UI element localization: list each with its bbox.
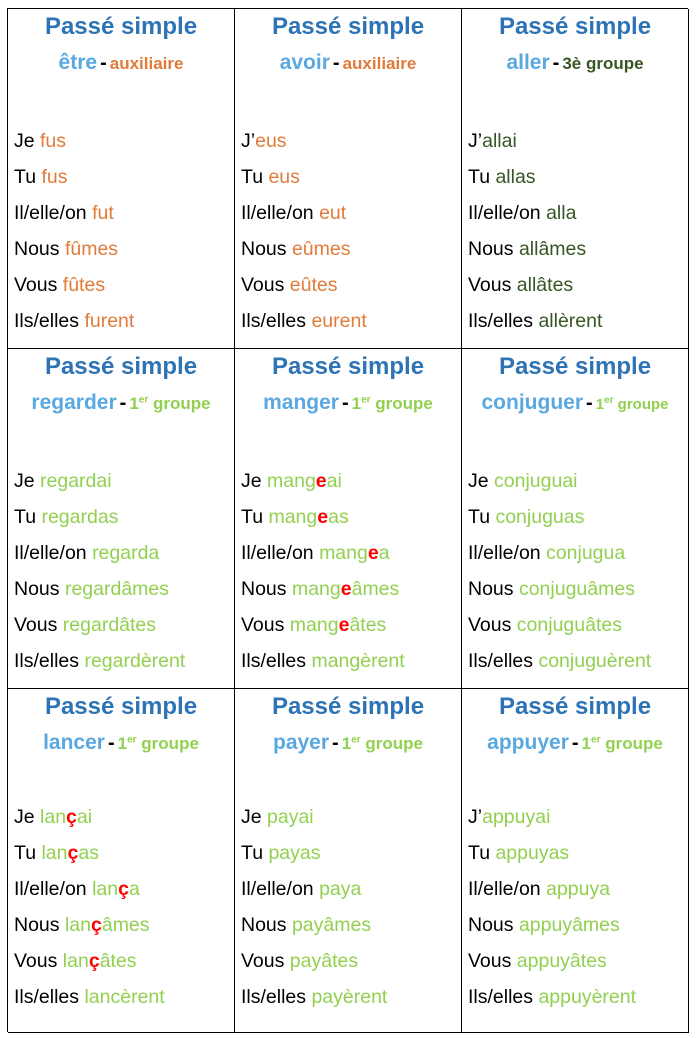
conjugation-row: Nous conjuguâmes bbox=[468, 578, 635, 600]
card-title: Passé simple bbox=[498, 353, 652, 380]
verb-ending: conjuguâtes bbox=[516, 614, 622, 636]
conjugation-row: Il/elle/on lança bbox=[14, 878, 140, 900]
card-manger bbox=[235, 349, 462, 689]
verb-ending: appuyas bbox=[495, 842, 570, 864]
verb-group: auxiliaire bbox=[109, 54, 184, 73]
highlight-letter: ç bbox=[67, 842, 79, 864]
card-subtitle: regarder - 1er groupe bbox=[31, 391, 211, 414]
conjugation-row: Nous regardâmes bbox=[14, 578, 170, 600]
conjugation-row: Il/elle/on regarda bbox=[14, 542, 160, 564]
card-subtitle: être - auxiliaire bbox=[58, 51, 184, 74]
verb-ending: payas bbox=[268, 842, 321, 864]
conjugation-row: Il/elle/on appuya bbox=[468, 878, 611, 900]
verb-stem: mang bbox=[291, 578, 341, 600]
verb-stem: lan bbox=[40, 806, 67, 828]
card-subtitle: lancer - 1er groupe bbox=[43, 731, 199, 754]
card-title: Passé simple bbox=[44, 693, 198, 720]
conjugation-list bbox=[468, 803, 636, 1019]
verb-ending: âtes bbox=[349, 614, 387, 636]
conjugation-row: Il/elle/on alla bbox=[468, 202, 577, 224]
verb-name: manger bbox=[263, 391, 339, 414]
verb-ending: conjuguas bbox=[495, 506, 585, 528]
conjugation-row: Ils/elles mangèrent bbox=[241, 650, 405, 672]
conjugation-row: Nous mangeâmes bbox=[241, 578, 400, 600]
conjugation-row: J’allai bbox=[468, 130, 517, 152]
conjugation-row: Nous allâmes bbox=[468, 238, 587, 260]
verb-stem: lan bbox=[64, 914, 91, 936]
conjugation-list bbox=[468, 127, 602, 343]
card-title: Passé simple bbox=[44, 13, 198, 40]
conjugation-row: Vous allâtes bbox=[468, 274, 574, 296]
highlight-letter: e bbox=[367, 542, 379, 564]
verb-name: payer bbox=[273, 731, 330, 754]
verb-ending: regardas bbox=[41, 506, 119, 528]
conjugation-list bbox=[14, 467, 185, 683]
conjugation-row: Il/elle/on fut bbox=[14, 202, 114, 224]
verb-ending: payai bbox=[267, 806, 314, 828]
conjugation-row: Vous fûtes bbox=[14, 274, 106, 296]
card-subtitle: payer - 1er groupe bbox=[273, 731, 423, 754]
verb-name: aller bbox=[506, 51, 550, 74]
verb-ending: regardèrent bbox=[84, 650, 186, 672]
verb-ending: âtes bbox=[99, 950, 137, 972]
conjugation-table bbox=[7, 8, 688, 1032]
verb-group: 1er groupe bbox=[581, 734, 663, 753]
verb-ending: as bbox=[78, 842, 99, 864]
verb-ending: allèrent bbox=[538, 310, 603, 332]
verb-ending: âmes bbox=[351, 578, 400, 600]
conjugation-row: Vous lançâtes bbox=[14, 950, 137, 972]
verb-ending: as bbox=[328, 506, 349, 528]
conjugation-row: Ils/elles regardèrent bbox=[14, 650, 186, 672]
conjugation-row: Il/elle/on conjugua bbox=[468, 542, 626, 564]
conjugation-row: Nous eûmes bbox=[241, 238, 351, 260]
verb-stem: lan bbox=[41, 842, 68, 864]
verb-name: lancer bbox=[43, 731, 105, 754]
verb-ending: appuyèrent bbox=[538, 986, 637, 1008]
card-subtitle: appuyer - 1er groupe bbox=[487, 731, 663, 754]
card-title: Passé simple bbox=[498, 13, 652, 40]
verb-ending: allas bbox=[495, 166, 536, 188]
conjugation-row: Il/elle/on mangea bbox=[241, 542, 390, 564]
conjugation-row: Ils/elles lancèrent bbox=[14, 986, 165, 1008]
verb-ending: fûtes bbox=[62, 274, 106, 296]
verb-ending: âmes bbox=[101, 914, 150, 936]
verb-ending: allâmes bbox=[518, 238, 587, 260]
verb-ending: fûmes bbox=[64, 238, 119, 260]
verb-ending: a bbox=[378, 542, 390, 564]
verb-ending: alla bbox=[546, 202, 577, 224]
card-title: Passé simple bbox=[271, 13, 425, 40]
verb-name: être bbox=[58, 51, 98, 74]
card-title: Passé simple bbox=[44, 353, 198, 380]
highlight-letter: e bbox=[340, 578, 352, 600]
card-lancer bbox=[8, 689, 235, 1033]
verb-ending: allai bbox=[482, 130, 517, 152]
conjugation-row: Ils/elles allèrent bbox=[468, 310, 603, 332]
conjugation-row: Vous appuyâtes bbox=[468, 950, 607, 972]
conjugation-row: Nous appuyâmes bbox=[468, 914, 620, 936]
verb-ending: fus bbox=[40, 130, 67, 152]
card-subtitle: aller - 3è groupe bbox=[506, 51, 644, 74]
verb-group: 1er groupe bbox=[117, 734, 199, 753]
highlight-letter: ç bbox=[90, 914, 102, 936]
conjugation-row: Tu regardas bbox=[14, 506, 119, 528]
conjugation-list bbox=[468, 467, 651, 683]
card-title: Passé simple bbox=[498, 693, 652, 720]
conjugation-list bbox=[241, 467, 405, 683]
verb-group: 1er groupe bbox=[595, 395, 669, 413]
verb-ending: allâtes bbox=[516, 274, 574, 296]
conjugation-row: Tu allas bbox=[468, 166, 536, 188]
highlight-letter: e bbox=[317, 506, 329, 528]
verb-stem: lancèrent bbox=[84, 986, 165, 1008]
verb-ending: regardâmes bbox=[64, 578, 170, 600]
card-subtitle: conjuguer - 1er groupe bbox=[481, 391, 669, 414]
verb-stem: mang bbox=[289, 614, 339, 636]
conjugation-row: Tu lanças bbox=[14, 842, 99, 864]
verb-ending: conjugua bbox=[546, 542, 626, 564]
verb-ending: eûmes bbox=[291, 238, 351, 260]
verb-stem: mang bbox=[268, 506, 318, 528]
conjugation-row: Il/elle/on paya bbox=[241, 878, 362, 900]
verb-ending: conjuguâmes bbox=[518, 578, 635, 600]
card-subtitle: manger - 1er groupe bbox=[263, 391, 433, 414]
card-subtitle: avoir - auxiliaire bbox=[279, 51, 417, 74]
verb-stem: mangèrent bbox=[311, 650, 405, 672]
verb-group: 3è groupe bbox=[562, 54, 644, 73]
verb-ending: regardai bbox=[40, 470, 112, 492]
conjugation-row: Tu eus bbox=[241, 166, 300, 188]
conjugation-row: Je fus bbox=[14, 130, 67, 152]
conjugation-list bbox=[241, 127, 367, 343]
verb-ending: furent bbox=[84, 310, 135, 332]
verb-ending: eus bbox=[268, 166, 300, 188]
verb-ending: a bbox=[128, 878, 140, 900]
highlight-letter: ç bbox=[118, 878, 129, 900]
verb-ending: appuyâtes bbox=[516, 950, 607, 972]
verb-ending: conjuguai bbox=[494, 470, 578, 492]
conjugation-row: Je payai bbox=[241, 806, 314, 828]
verb-name: conjuguer bbox=[481, 391, 584, 414]
conjugation-row: Je conjuguai bbox=[468, 470, 578, 492]
card-payer bbox=[235, 689, 462, 1033]
card-title: Passé simple bbox=[271, 353, 425, 380]
verb-ending: eûtes bbox=[289, 274, 338, 296]
conjugation-row: Tu appuyas bbox=[468, 842, 570, 864]
verb-ending: appuyai bbox=[482, 806, 551, 828]
conjugation-row: Ils/elles conjuguèrent bbox=[468, 650, 652, 672]
card-appuyer bbox=[462, 689, 689, 1033]
conjugation-row: Ils/elles payèrent bbox=[241, 986, 388, 1008]
conjugation-row: Ils/elles appuyèrent bbox=[468, 986, 637, 1008]
conjugation-row: Vous mangeâtes bbox=[241, 614, 387, 636]
verb-ending: regardâtes bbox=[62, 614, 157, 636]
verb-group: 1er groupe bbox=[341, 734, 423, 753]
conjugation-row: Vous regardâtes bbox=[14, 614, 157, 636]
verb-ending: eut bbox=[319, 202, 347, 224]
conjugation-row: Tu fus bbox=[14, 166, 68, 188]
highlight-letter: ç bbox=[88, 950, 100, 972]
verb-group: 1er groupe bbox=[129, 394, 211, 413]
card-aller bbox=[462, 9, 689, 349]
conjugation-row: Je mangeai bbox=[241, 470, 342, 492]
highlight-letter: e bbox=[315, 470, 327, 492]
verb-stem: mang bbox=[319, 542, 368, 564]
conjugation-row: J’appuyai bbox=[468, 806, 551, 828]
conjugation-row: Tu payas bbox=[241, 842, 321, 864]
verb-stem: lan bbox=[92, 878, 119, 900]
conjugation-row: Vous conjuguâtes bbox=[468, 614, 622, 636]
verb-name: appuyer bbox=[487, 731, 569, 754]
card-conjuguer bbox=[462, 349, 689, 689]
verb-stem: mang bbox=[267, 470, 316, 492]
verb-ending: appuyâmes bbox=[518, 914, 620, 936]
verb-name: regarder bbox=[31, 391, 117, 414]
conjugation-row: Vous eûtes bbox=[241, 274, 338, 296]
verb-ending: payâtes bbox=[289, 950, 359, 972]
verb-ending: fut bbox=[92, 202, 114, 224]
verb-ending: fus bbox=[41, 166, 68, 188]
conjugation-row: Tu mangeas bbox=[241, 506, 349, 528]
conjugation-row: Nous payâmes bbox=[241, 914, 372, 936]
highlight-letter: e bbox=[338, 614, 350, 636]
conjugation-row: Il/elle/on eut bbox=[241, 202, 347, 224]
conjugation-row: Nous lançâmes bbox=[14, 914, 150, 936]
verb-ending: ai bbox=[326, 470, 342, 492]
conjugation-row: Ils/elles eurent bbox=[241, 310, 367, 332]
card-etre bbox=[8, 9, 235, 349]
verb-ending: appuya bbox=[546, 878, 611, 900]
verb-ending: eurent bbox=[311, 310, 367, 332]
conjugation-row: Ils/elles furent bbox=[14, 310, 135, 332]
verb-name: avoir bbox=[279, 51, 330, 74]
card-regarder bbox=[8, 349, 235, 689]
verb-ending: conjuguèrent bbox=[538, 650, 652, 672]
verb-ending: ai bbox=[76, 806, 93, 828]
conjugation-list bbox=[14, 803, 165, 1019]
card-title: Passé simple bbox=[271, 693, 425, 720]
conjugation-row: Tu conjuguas bbox=[468, 506, 585, 528]
highlight-letter: ç bbox=[66, 806, 77, 828]
conjugation-list bbox=[14, 127, 134, 343]
conjugation-row: Je regardai bbox=[14, 470, 112, 492]
verb-stem: lan bbox=[62, 950, 89, 972]
conjugation-row: J’eus bbox=[241, 130, 287, 152]
verb-ending: eus bbox=[255, 130, 287, 152]
conjugation-list bbox=[241, 803, 387, 1019]
verb-ending: paya bbox=[319, 878, 362, 900]
verb-group: 1er groupe bbox=[351, 394, 433, 413]
conjugation-row: Je lançai bbox=[14, 806, 93, 828]
conjugation-row: Vous payâtes bbox=[241, 950, 359, 972]
verb-ending: regarda bbox=[92, 542, 160, 564]
conjugation-row: Nous fûmes bbox=[14, 238, 119, 260]
verb-group: auxiliaire bbox=[342, 54, 417, 73]
verb-ending: payèrent bbox=[311, 986, 388, 1008]
verb-ending: payâmes bbox=[291, 914, 372, 936]
card-avoir bbox=[235, 9, 462, 349]
